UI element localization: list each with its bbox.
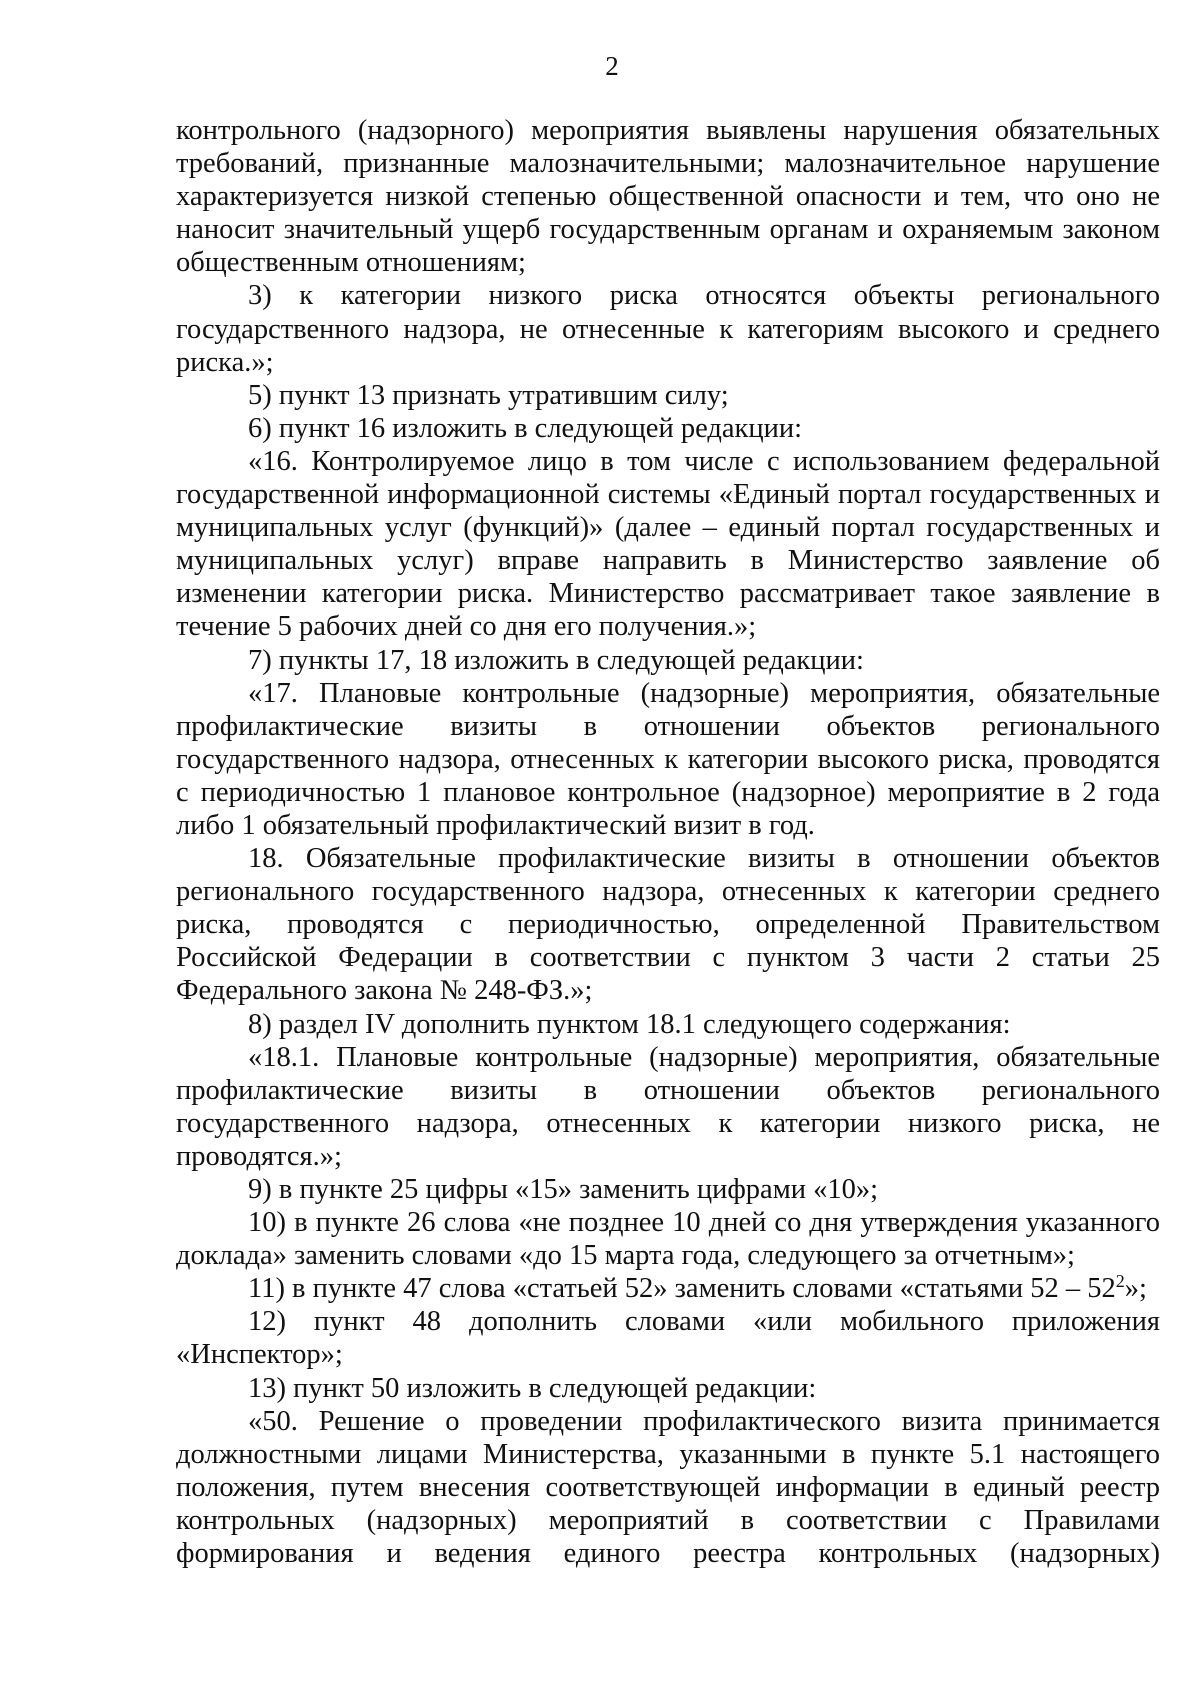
paragraph-text: 11) в пункте 47 слова «статьей 52» заменить словами «статьями 52 – 52 <box>248 1273 1116 1305</box>
paragraph: 5) пункт 13 признать утратившим силу; <box>248 379 729 411</box>
paragraph-tail: »; <box>1124 1273 1147 1305</box>
paragraph: 7) пункты 17, 18 изложить в следующей редакции: <box>248 644 864 676</box>
paragraph: 13) пункт 50 изложить в следующей редакции: <box>248 1372 817 1404</box>
superscript: 2 <box>1115 1271 1125 1292</box>
paragraph: «50. Решение о проведении профилактического визита принимается должностными лицами Министерства, указанными в пункте 5.1 настоящего положения, путем внесения соответствующей информации в единый реестр контрольных (надзорных) мероприятий в соответствии с Правилами формирования и ведения единого реестра контрольных (надзорных) <box>176 1405 1160 1570</box>
paragraph: 9) в пункте 25 цифры «15» заменить цифрами «10»; <box>248 1174 879 1205</box>
paragraph: 12) пункт 48 дополнить словами «или мобильного приложения «Инспектор»; <box>176 1306 1160 1371</box>
paragraph: «17. Плановые контрольные (надзорные) мероприятия, обязательные профилактические визиты в отношении объектов регионального государственного надзора, отнесенных к категории высокого риска, проводятся с периодичностью 1 плановое контрольное (надзорное) мероприятие в 2 года либо 1 обязательный профилактический визит в год. <box>176 677 1160 841</box>
paragraph: контрольного (надзорного) мероприятия выявлены нарушения обязательных требований, признанные малозначительными; малозначительное нарушение характеризуется низкой степенью общественной опасности и тем, что оно не наносит значительный ущерб государственным органам и охраняемым законом общественным отношениям; <box>176 115 1160 279</box>
paragraph: «16. Контролируемое лицо в том числе с использованием федеральной государственной информационной системы «Единый портал государственных и муниципальных услуг (функций)» (далее – единый портал государственных и муниципальных услуг) вправе направить в Министерство заявление об изменении категории риска. Министерство рассматривает такое заявление в течение 5 рабочих дней со дня его получения.»; <box>176 445 1160 643</box>
paragraph: 6) пункт 16 изложить в следующей редакции: <box>248 412 803 444</box>
document-body <box>176 114 1160 1570</box>
paragraph: 8) раздел IV дополнить пунктом 18.1 следующего содержания: <box>248 1008 1011 1040</box>
paragraph: 10) в пункте 26 слова «не позднее 10 дней со дня утверждения указанного доклада» заменить словами «до 15 марта года, следующего за отчетным»; <box>176 1207 1160 1272</box>
paragraph <box>176 1272 1160 1305</box>
paragraph: 3) к категории низкого риска относятся объекты регионального государственного надзора, не отнесенные к категориям высокого и среднего риска.»; <box>176 280 1160 378</box>
page-number: 2 <box>605 51 619 81</box>
paragraph: 18. Обязательные профилактические визиты в отношении объектов регионального государственного надзора, отнесенных к категории среднего риска, проводятся с периодичностью, определенной Правительством Российской Федерации в соответствии с пунктом 3 части 2 статьи 25 Федерального закона № 248-ФЗ.»; <box>176 843 1160 1007</box>
paragraph: «18.1. Плановые контрольные (надзорные) мероприятия, обязательные профилактические визиты в отношении объектов регионального государственного надзора, отнесенных к категории низкого риска, не проводятся.»; <box>176 1041 1160 1172</box>
